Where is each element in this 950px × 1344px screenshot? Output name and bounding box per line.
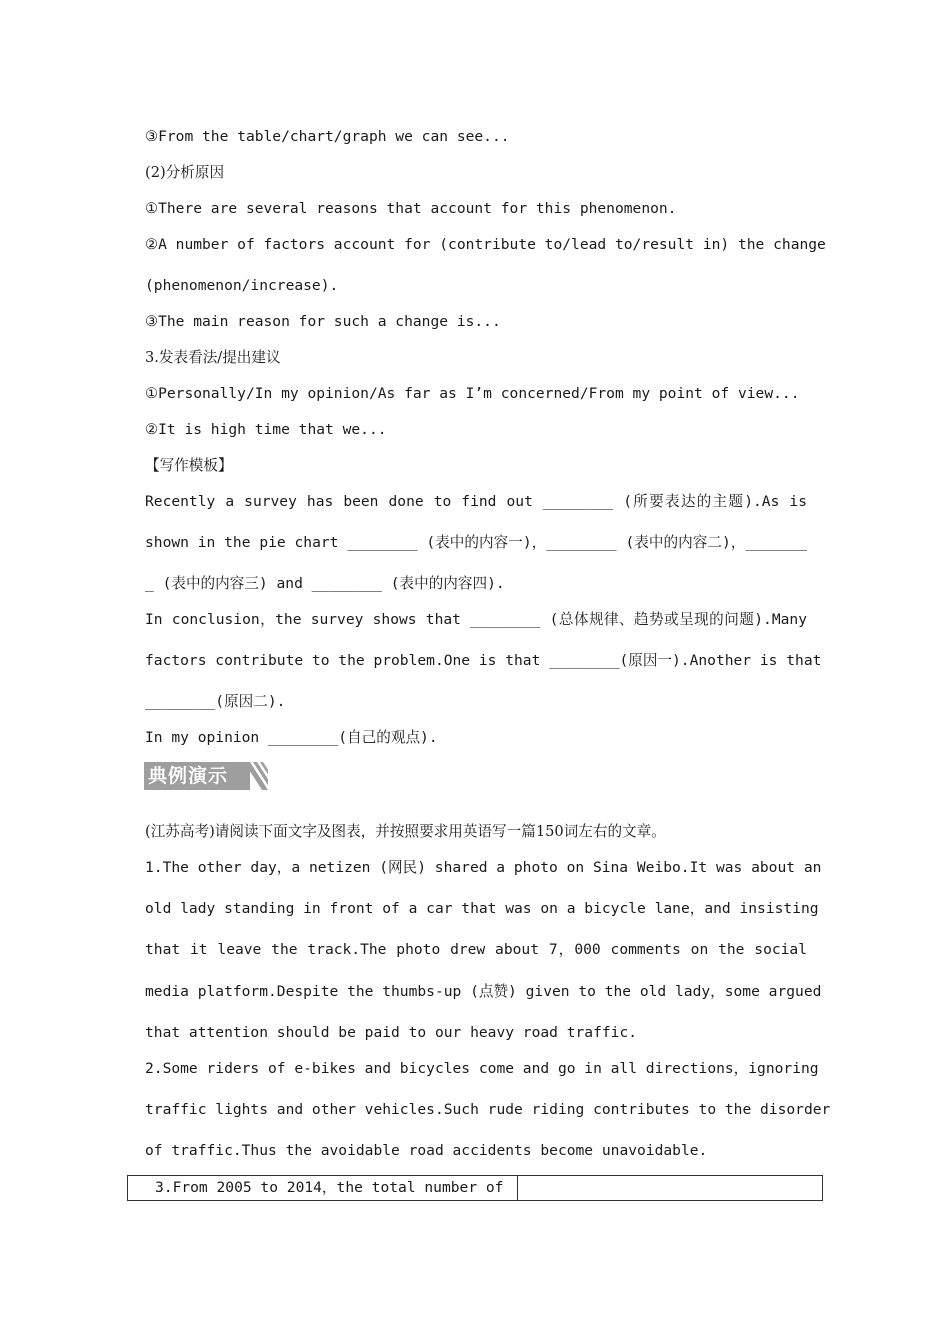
data-table <box>127 1175 823 1201</box>
text-line: shown in the pie chart ________ (表中的内容一)，________ (表中的内容二)，_______ <box>145 534 807 551</box>
text-line: In my opinion ________(自己的观点). <box>145 729 438 746</box>
task-instruction: (江苏高考)请阅读下面文字及图表，并按照要求用英语写一篇150词左右的文章。 <box>145 823 666 840</box>
text-line: of traffic.Thus the avoidable road accidents become unavoidable. <box>145 1142 708 1159</box>
text-line: (phenomenon/increase). <box>145 277 339 294</box>
text-line: In conclusion，the survey shows that ________ (总体规律、趋势或呈现的问题).Many <box>145 611 807 628</box>
text-line: ①Personally/In my opinion/As far as I’m concerned/From my point of view... <box>145 385 800 402</box>
text-line: ③From the table/chart/graph we can see... <box>145 128 510 145</box>
text-line: that attention should be paid to our heavy road traffic. <box>145 1024 638 1041</box>
text-line: media platform.Despite the thumbs-up (点赞) given to the old lady，some argued <box>145 983 822 1000</box>
section-banner-label: 典例演示 <box>148 765 229 787</box>
text-line: 1.The other day，a netizen (网民) shared a photo on Sina Weibo.It was about an <box>145 859 822 876</box>
text-line: that it leave the track.The photo drew about 7，000 comments on the social <box>145 941 807 958</box>
section-banner <box>144 762 268 790</box>
subheading-analyze-reasons: (2)分析原因 <box>145 164 225 181</box>
text-line: Recently a survey has been done to find out ________ (所要表达的主题).As is <box>145 493 807 510</box>
subheading-opinion: 3.发表看法/提出建议 <box>145 349 281 366</box>
table-cell <box>128 1176 518 1200</box>
text-line: factors contribute to the problem.One is that ________(原因一).Another is that <box>145 652 822 669</box>
table-cell-text: 3.From 2005 to 2014，the total number of <box>155 1179 504 1196</box>
subheading-writing-template: 【写作模板】 <box>145 457 233 474</box>
text-line: ②A number of factors account for (contribute to/lead to/result in) the change <box>145 236 826 253</box>
text-line: ________(原因二). <box>145 693 286 710</box>
text-line: ②It is high time that we... <box>145 421 387 438</box>
text-line: _ (表中的内容三) and ________ (表中的内容四). <box>145 575 505 592</box>
text-line: old lady standing in front of a car that was on a bicycle lane，and insisting <box>145 900 819 917</box>
text-line: ①There are several reasons that account for this phenomenon. <box>145 200 677 217</box>
text-line: ③The main reason for such a change is... <box>145 313 501 330</box>
text-line: 2.Some riders of e-bikes and bicycles come and go in all directions，ignoring <box>145 1060 819 1077</box>
text-line: traffic lights and other vehicles.Such rude riding contributes to the disorder <box>145 1101 831 1118</box>
